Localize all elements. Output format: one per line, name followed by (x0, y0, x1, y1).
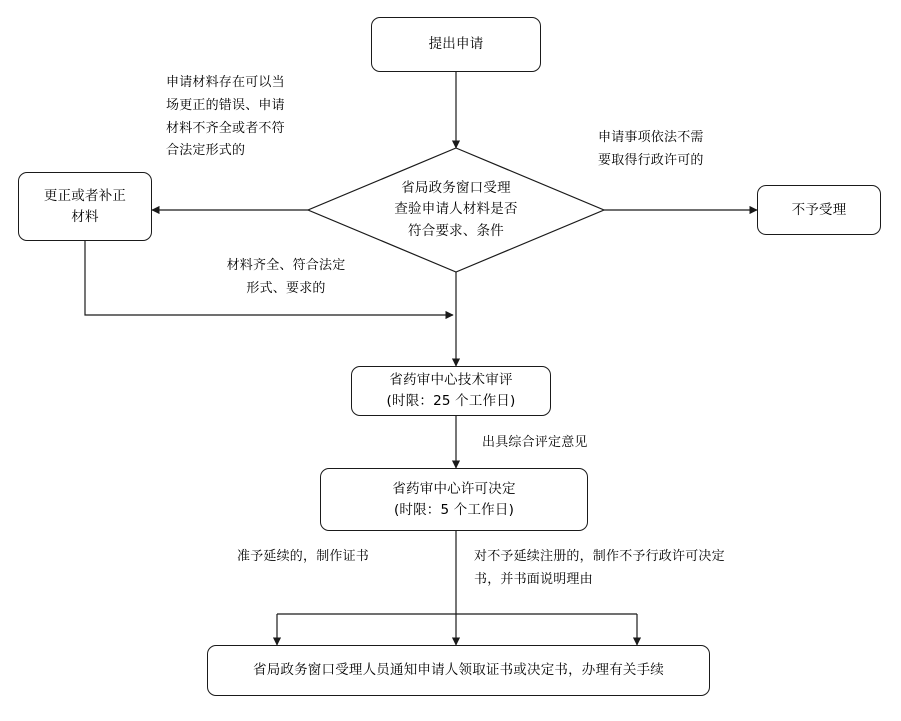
edge-label-not-approved-line2: 书，并书面说明理由 (474, 571, 593, 587)
node-submit-application[interactable] (371, 17, 541, 72)
edge-label-comprehensive-opinion-text: 出具综合评定意见 (482, 435, 588, 450)
edge-label-no-permit-needed-line1: 申请事项依法不需 (598, 130, 704, 145)
edge-label-not-approved (474, 546, 804, 592)
node-window-review-line1: 省局政务窗口受理 (401, 179, 511, 196)
edge-label-correctable-line2: 场更正的错误、申请 (166, 97, 285, 113)
node-submit-application-label: 提出申请 (428, 36, 484, 53)
edge-label-correctable-line1: 申请材料存在可以当 (166, 75, 285, 90)
node-correct-materials[interactable] (18, 172, 152, 241)
edge-label-materials-complete-line1: 材料齐全、符合法定 (226, 258, 346, 273)
node-license-decision-line1: 省药审中心许可决定 (392, 480, 516, 497)
edge-label-correctable-line3: 材料不齐全或者不符 (166, 120, 285, 136)
node-not-accepted[interactable] (757, 185, 881, 235)
node-technical-review-line1: 省药审中心技术审评 (389, 372, 513, 389)
node-license-decision[interactable] (320, 468, 588, 531)
node-notify-applicant-label: 省局政务窗口受理人员通知申请人领取证书或决定书，办理有关手续 (253, 662, 664, 679)
edge-label-correctable (166, 72, 326, 163)
edge-label-approved-text: 准予延续的，制作证书 (237, 549, 370, 564)
edge-label-correctable-line4: 合法定形式的 (166, 143, 246, 159)
node-correct-materials-line1: 更正或者补正 (43, 187, 127, 204)
node-window-review-decision[interactable] (356, 178, 556, 242)
node-window-review-line3: 符合要求、条件 (408, 222, 504, 239)
edge-label-materials-complete-line2: 形式、要求的 (246, 280, 326, 296)
edge-label-no-permit-needed-line2: 要取得行政许可的 (598, 152, 704, 168)
node-license-decision-line2: (时限：5 个工作日) (393, 501, 515, 518)
node-correct-materials-line2: 材料 (71, 208, 99, 225)
edge-label-not-approved-line1: 对不予延续注册的，制作不予行政许可决定 (474, 549, 725, 564)
node-technical-review-line2: (时限：25 个工作日) (386, 393, 516, 409)
node-window-review-line2: 查验申请人材料是否 (394, 201, 518, 218)
edge-label-approved (237, 546, 437, 569)
node-technical-review[interactable] (351, 366, 551, 416)
node-not-accepted-label: 不予受理 (791, 201, 847, 218)
node-notify-applicant[interactable] (207, 645, 710, 696)
edge-label-no-permit-needed (598, 127, 758, 173)
edge-label-materials-complete (196, 255, 376, 301)
edge-label-comprehensive-opinion (482, 432, 662, 455)
